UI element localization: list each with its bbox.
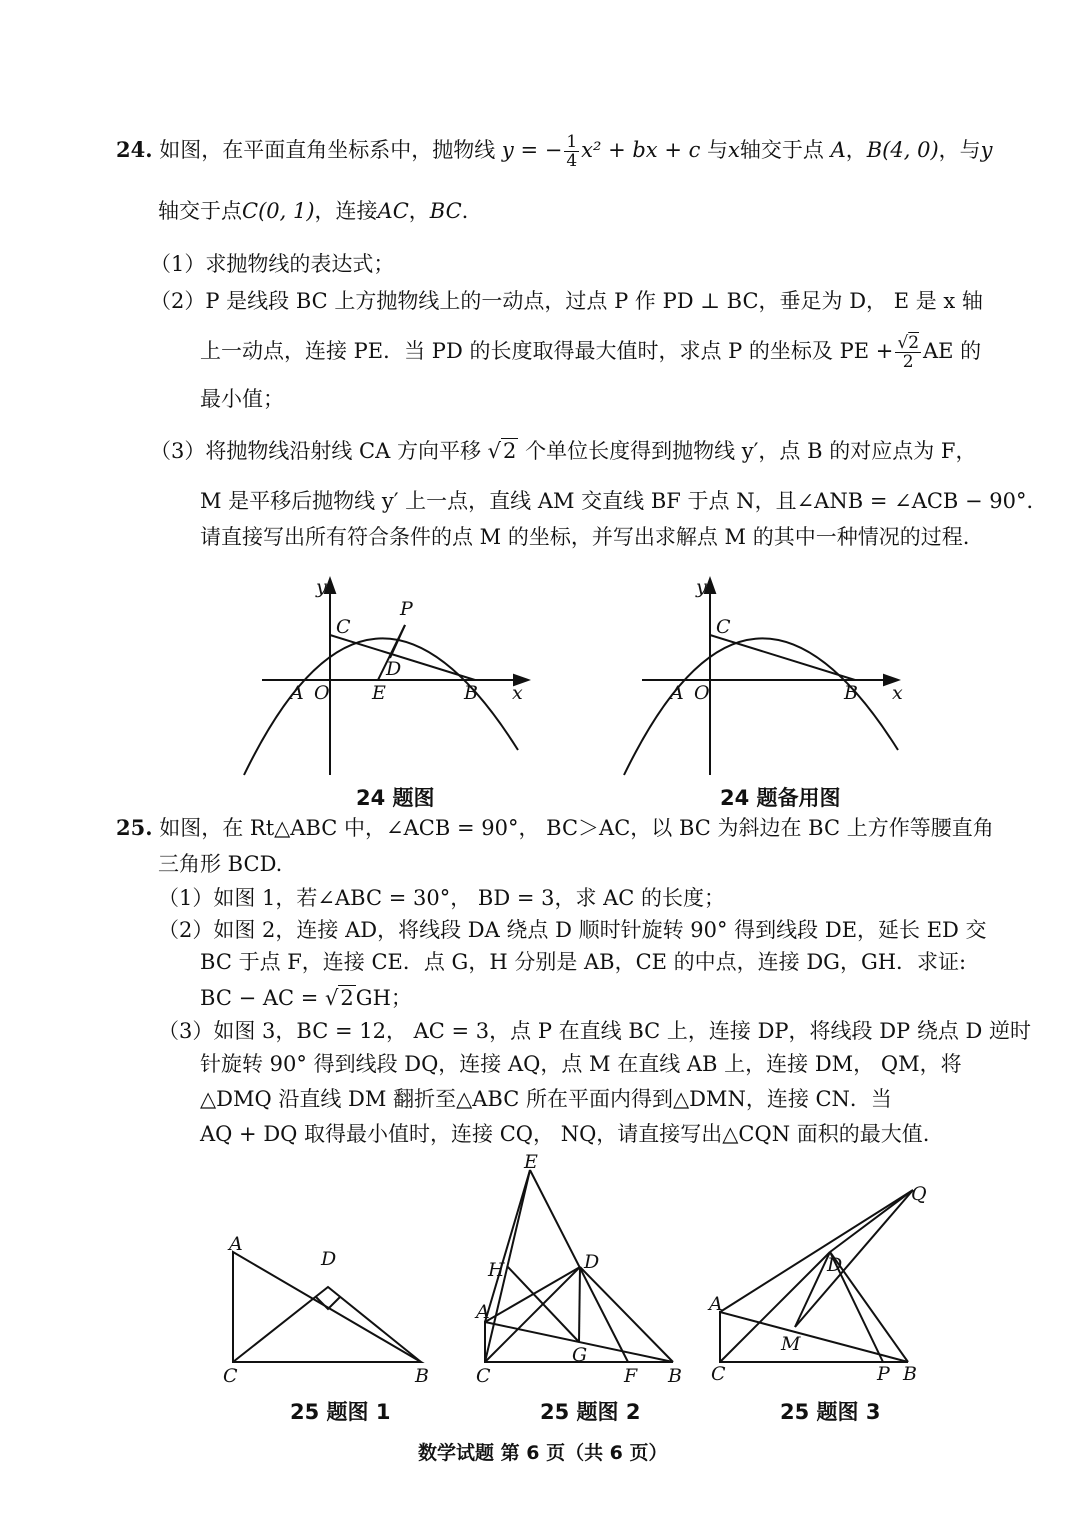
label-e: E [524, 1151, 538, 1173]
q25-part-3-line-3: △DMQ 沿直线 DM 翻折至△ABC 所在平面内得到△DMN，连接 CN．当 [200, 1087, 892, 1111]
q25-part-3-line-2: 针旋转 90° 得到线段 DQ，连接 AQ，点 M 在直线 AB 上，连接 DM， QM，将 [200, 1052, 962, 1076]
q25-figure-3-caption: 25 题图 3 [780, 1400, 881, 1424]
label-d: D [584, 1251, 600, 1273]
label-c: C [336, 616, 351, 638]
label-x: x [512, 682, 523, 704]
q24-number: 24. [116, 137, 153, 162]
label-y: y [696, 576, 707, 598]
sqrt-2: √2 [325, 986, 354, 1010]
label-m: M [781, 1333, 801, 1355]
label-q: Q [911, 1183, 927, 1205]
label-y: y [316, 576, 327, 598]
label-d: D [321, 1248, 337, 1270]
label-c: C [223, 1365, 238, 1387]
label-g: G [572, 1344, 588, 1366]
q24-part-1: （1）求抛物线的表达式； [150, 252, 395, 276]
q24-part-3-line-1: （3）将抛物线沿射线 CA 方向平移 √2 个单位长度得到抛物线 y′，点 B 的对应点为 F， [150, 439, 977, 463]
fraction-sqrt2-over-2: $\frac{√2}{2}$ [897, 333, 920, 372]
q25-figure-2 [460, 1150, 690, 1395]
label-c: C [716, 616, 731, 638]
label-p: P [877, 1363, 890, 1385]
segment-dq [830, 1190, 913, 1252]
q24-part-2-line-3: 最小值； [200, 387, 284, 411]
label-d: D [386, 658, 402, 680]
segment-dg [579, 1267, 580, 1342]
label-c: C [476, 1365, 491, 1387]
segment-mq [795, 1190, 913, 1327]
segment-dm [795, 1252, 830, 1327]
label-b: B [415, 1365, 429, 1387]
q24-part-2-line-2: 上一动点，连接 PE．当 PD 的长度取得最大值时，求点 P 的坐标及 PE + $\frac{√2}{2}$ AE 的 [200, 333, 982, 372]
parabola [244, 638, 518, 775]
label-e: E [372, 682, 386, 704]
q25-figure-1-caption: 25 题图 1 [290, 1400, 391, 1424]
label-h: H [488, 1259, 505, 1281]
label-a: A [290, 682, 304, 704]
page-footer: 数学试题 第 6 页（共 6 页） [418, 1442, 668, 1464]
sqrt-2: √2 [487, 439, 517, 463]
label-x: x [892, 682, 903, 704]
q25-figure-3 [705, 1180, 940, 1390]
segment-db [580, 1267, 673, 1362]
q25-number: 25. [116, 815, 153, 840]
q24-part-3-line-2: M 是平移后抛物线 y′ 上一点，直线 AM 交直线 BF 于点 N，且∠ANB = ∠ACB − 90°． [200, 489, 1048, 513]
segments-cd-db [233, 1287, 421, 1362]
q25-figure-1 [215, 1230, 440, 1390]
label-b: B [844, 682, 858, 704]
q24-part-3-line-3: 请直接写出所有符合条件的点 M 的坐标，并写出求解点 M 的其中一种情况的过程. [200, 525, 970, 549]
label-a: A [709, 1293, 723, 1315]
segment-aq [720, 1190, 913, 1312]
q24-part-2-line-1: （2）P 是线段 BC 上方抛物线上的一动点，过点 P 作 PD ⊥ BC，垂足为 D， E 是 x 轴 [150, 289, 983, 313]
q24-backup-figure-caption: 24 题备用图 [720, 786, 841, 810]
q24-figure-caption: 24 题图 [356, 786, 435, 810]
label-c: C [711, 1363, 726, 1385]
label-d: D [827, 1254, 843, 1276]
q25-part-3-line-4: AQ + DQ 取得最小值时，连接 CQ， NQ，请直接写出△CQN 面积的最大值. [200, 1122, 930, 1146]
q25-part-2-line-3: BC − AC = √2GH； [200, 986, 412, 1010]
label-b: B [464, 682, 478, 704]
label-f: F [624, 1365, 638, 1387]
label-a: A [670, 682, 684, 704]
label-b: B [903, 1363, 917, 1385]
label-o: O [314, 682, 330, 704]
label-o: O [694, 682, 710, 704]
parabola [624, 638, 898, 775]
label-a: A [476, 1301, 490, 1323]
q25-line-1: 25. 如图，在 Rt△ABC 中，∠ACB = 90°， BC＞AC，以 BC 为斜边在 BC 上方作等腰直角 [116, 815, 994, 840]
q25-part-3-line-1: （3）如图 3，BC = 12， AC = 3，点 P 在直线 BC 上，连接 DP，将线段 DP 绕点 D 逆时 [158, 1019, 1032, 1043]
q25-line-2: 三角形 BCD. [158, 852, 283, 876]
label-b: B [668, 1365, 682, 1387]
label-a: A [229, 1233, 243, 1255]
q25-figure-2-caption: 25 题图 2 [540, 1400, 641, 1424]
q25-part-2-line-2: BC 于点 F，连接 CE．点 G，H 分别是 AB，CE 的中点，连接 DG，GH．求证: [200, 950, 967, 974]
q24-line-1: 24. 如图，在平面直角坐标系中，抛物线 y = − $\frac{1}{4}$ x² + bx + c 与x轴交于点 A，B(4, 0)，与y [116, 132, 993, 171]
q24-line-2: 轴交于点C(0, 1)，连接AC，BC. [158, 199, 469, 223]
q24-figure [230, 575, 540, 780]
label-p: P [400, 598, 413, 620]
q25-part-2-line-1: （2）如图 2，连接 AD，将线段 DA 绕点 D 顺时针旋转 90° 得到线段 DE，延长 ED 交 [158, 918, 987, 942]
q24-backup-figure [610, 575, 920, 780]
q25-part-1: （1）如图 1，若∠ABC = 30°， BD = 3，求 AC 的长度； [158, 886, 726, 910]
fraction-quarter: $\frac{1}{4}$ [566, 132, 578, 171]
